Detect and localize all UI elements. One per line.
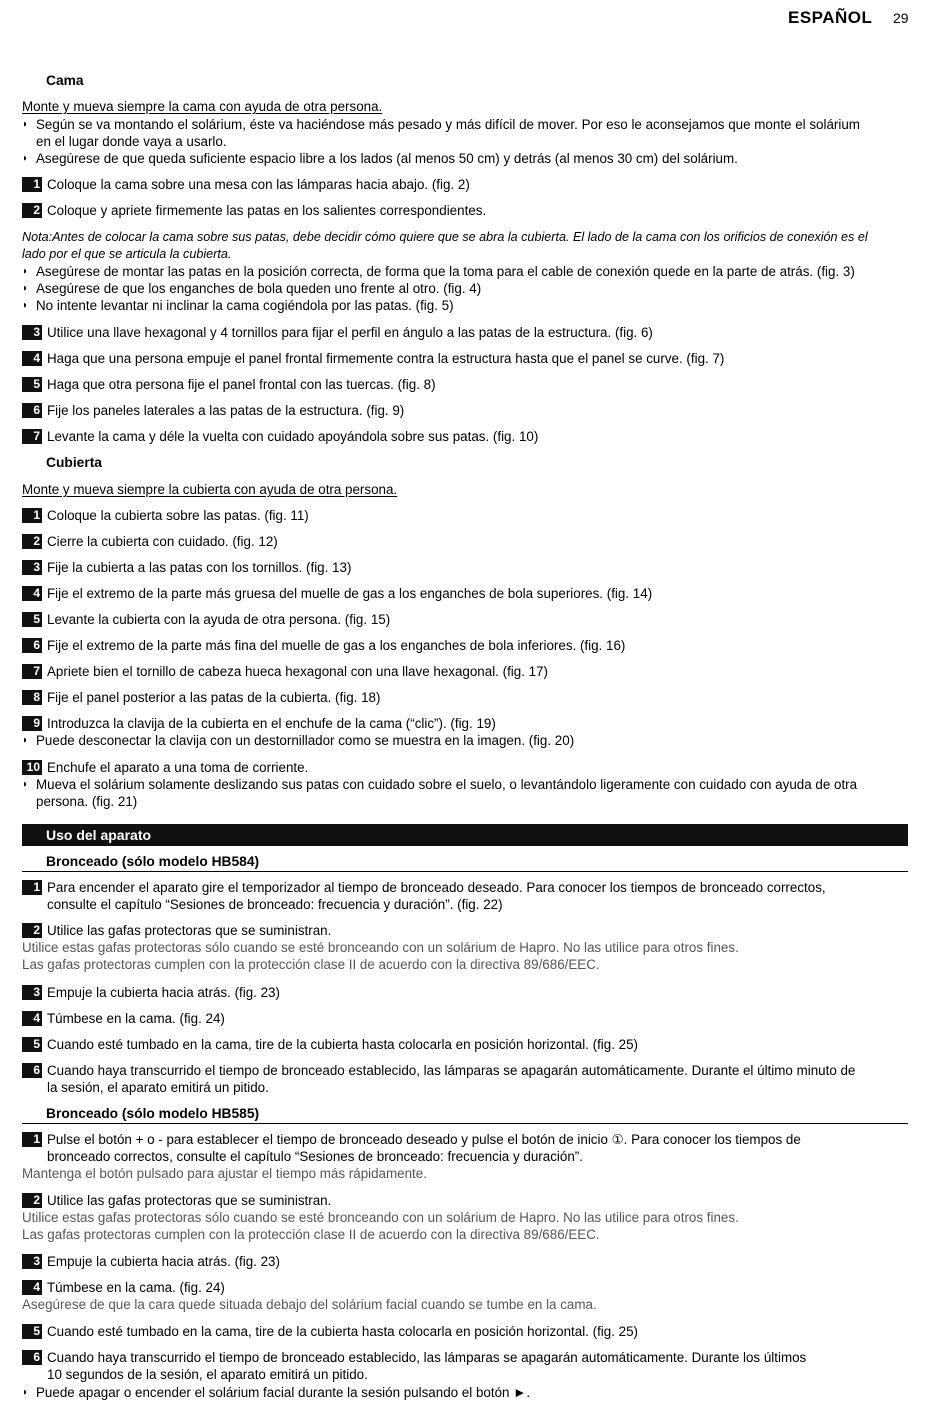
cubierta-step-7: Apriete bien el tornillo de cabeza hueca hexagonal con una llave hexagonal. (fig. 17)	[47, 664, 549, 679]
step-number: 2	[22, 923, 42, 938]
step-number: 4	[22, 1280, 42, 1295]
step-number: 1	[22, 508, 42, 523]
hb585-tip-1: Mantenga el botón pulsado para ajustar el tiempo más rápidamente.	[22, 1166, 427, 1181]
cama-note-2: lado por el que se articula la cubierta.	[22, 247, 232, 261]
step-number: 4	[22, 351, 42, 366]
step-number: 5	[22, 1037, 42, 1052]
cubierta-step-3: Fije la cubierta a las patas con los tornillos. (fig. 13)	[47, 560, 352, 575]
cama-step-7: Levante la cama y déle la vuelta con cuidado apoyándola sobre sus patas. (fig. 10)	[47, 429, 539, 444]
step-number: 7	[22, 664, 42, 679]
section-rule	[22, 1123, 908, 1124]
cubierta-step-6: Fije el extremo de la parte más fina del muelle de gas a los enganches de bola inferiores. (fig. 16)	[47, 638, 626, 653]
step-number: 3	[22, 985, 42, 1000]
step-number: 3	[22, 325, 42, 340]
cubierta-step-8: Fije el panel posterior a las patas de la cubierta. (fig. 18)	[47, 690, 381, 705]
cubierta-step-4: Fije el extremo de la parte más gruesa del muelle de gas a los enganches de bola superiores. (fig. 14)	[47, 586, 653, 601]
cama-bullet-5: No intente levantar ni inclinar la cama cogiéndola por las patas. (fig. 5)	[36, 298, 454, 313]
step-number: 8	[22, 690, 42, 705]
section-title-hb584: Bronceado (sólo modelo HB584)	[46, 854, 260, 869]
cama-bullet-2: Asegúrese de que queda suficiente espacio libre a los lados (al menos 50 cm) y detrás (al menos 30 cm) del solárium.	[36, 151, 738, 166]
step-number: 7	[22, 429, 42, 444]
step-number: 2	[22, 203, 42, 218]
cama-step-4: Haga que una persona empuje el panel frontal firmemente contra la estructura hasta que el panel se curve. (fig. 7)	[47, 351, 725, 366]
step-number: 4	[22, 586, 42, 601]
section-title-cama: Cama	[46, 73, 84, 88]
bullet-icon: ◗	[22, 300, 29, 311]
step-number: 6	[22, 638, 42, 653]
step-number: 1	[22, 177, 42, 192]
cama-step-6: Fije los paneles laterales a las patas de la estructura. (fig. 9)	[47, 403, 405, 418]
hb584-step-6b: la sesión, el aparato emitirá un pitido.	[47, 1080, 269, 1095]
page-number: 29	[893, 10, 909, 26]
step-number: 10	[22, 760, 42, 775]
hb585-step-3: Empuje la cubierta hacia atrás. (fig. 23)	[47, 1254, 280, 1269]
section-rule	[22, 871, 908, 872]
hb585-tip-2b: Las gafas protectoras cumplen con la protección clase II de acuerdo con la directiva 89/686/EEC.	[22, 1227, 600, 1242]
hb585-step-1a: Pulse el botón + o - para establecer el tiempo de bronceado deseado y pulse el botón de inicio ①. Para conocer los tiempos de	[47, 1132, 801, 1147]
step-number: 6	[22, 1350, 42, 1365]
hb585-tip-2a: Utilice estas gafas protectoras sólo cuando se esté bronceando con un solárium de Hapro. No las utilice para otros fines.	[22, 1210, 739, 1225]
step-number: 2	[22, 534, 42, 549]
cama-note-1: Nota:Antes de colocar la cama sobre sus patas, debe decidir cómo quiere que se abra la cubierta. El lado de la cama con los orificios de conexión es el	[22, 230, 868, 244]
step-number: 4	[22, 1011, 42, 1026]
step-number: 5	[22, 1324, 42, 1339]
section-bar-uso: Uso del aparato	[22, 824, 908, 846]
step-number: 6	[22, 403, 42, 418]
hb584-tip-2b: Las gafas protectoras cumplen con la protección clase II de acuerdo con la directiva 89/686/EEC.	[22, 957, 600, 972]
cama-step-5: Haga que otra persona fije el panel frontal con las tuercas. (fig. 8)	[47, 377, 436, 392]
cubierta-step-5: Levante la cubierta con la ayuda de otra persona. (fig. 15)	[47, 612, 391, 627]
step-number: 5	[22, 377, 42, 392]
cubierta-step-2: Cierre la cubierta con cuidado. (fig. 12)	[47, 534, 278, 549]
bullet-icon: ◗	[22, 119, 29, 130]
step-number: 3	[22, 560, 42, 575]
hb584-step-1b: consulte el capítulo “Sesiones de bronceado: frecuencia y duración”. (fig. 22)	[47, 897, 503, 912]
cama-warning: Monte y mueva siempre la cama con ayuda de otra persona.	[22, 99, 383, 114]
cubierta-step-9: Introduzca la clavija de la cubierta en el enchufe de la cama (“clic”). (fig. 19)	[47, 716, 496, 731]
hb584-step-3: Empuje la cubierta hacia atrás. (fig. 23)	[47, 985, 280, 1000]
step-number: 5	[22, 612, 42, 627]
bullet-icon: ◗	[22, 266, 29, 277]
cama-step-3: Utilice una llave hexagonal y 4 tornillos para fijar el perfil en ángulo a las patas de la estructura. (fig. 6)	[47, 325, 653, 340]
cama-bullet-3: Asegúrese de montar las patas en la posición correcta, de forma que la toma para el cable de conexión quede en la parte de atrás. (fig. 3)	[36, 264, 855, 279]
cubierta-warning: Monte y mueva siempre la cubierta con ayuda de otra persona.	[22, 482, 398, 497]
hb585-step-1b: bronceado correctos, consulte el capítulo “Sesiones de bronceado: frecuencia y duración”.	[47, 1149, 583, 1164]
bullet-icon: ◗	[22, 735, 29, 746]
hb585-step-5: Cuando esté tumbado en la cama, tire de la cubierta hasta colocarla en posición horizontal. (fig. 25)	[47, 1324, 639, 1339]
cama-step-2: Coloque y apriete firmemente las patas en los salientes correspondientes.	[47, 203, 487, 218]
cama-bullet-1b: en el lugar donde vaya a usarlo.	[36, 134, 227, 149]
bullet-icon: ◗	[22, 153, 29, 164]
bullet-icon: ◗	[22, 1387, 29, 1398]
cubierta-bullet-10b: persona. (fig. 21)	[36, 794, 138, 809]
hb585-tip-4: Asegúrese de que la cara quede situada debajo del solárium facial cuando se tumbe en la cama.	[22, 1297, 597, 1312]
bullet-icon: ◗	[22, 779, 29, 790]
cubierta-step-10: Enchufe el aparato a una toma de corriente.	[47, 760, 309, 775]
cama-bullet-1a: Según se va montando el solárium, éste va haciéndose más pesado y más difícil de mover. Por eso le aconsejamos que monte el solárium	[36, 117, 860, 132]
hb585-bullet-6: Puede apagar o encender el solárium facial durante la sesión pulsando el botón ►.	[36, 1385, 531, 1400]
hb584-step-4: Túmbese en la cama. (fig. 24)	[47, 1011, 225, 1026]
bullet-icon: ◗	[22, 283, 29, 294]
hb584-step-2: Utilice las gafas protectoras que se suministran.	[47, 923, 332, 938]
cubierta-step-1: Coloque la cubierta sobre las patas. (fig. 11)	[47, 508, 309, 523]
cubierta-bullet-10a: Mueva el solárium solamente deslizando sus patas con cuidado sobre el suelo, o levantándolo ligeramente con cuidado con ayuda de otra	[36, 777, 858, 792]
hb585-step-6a: Cuando haya transcurrido el tiempo de bronceado establecido, las lámparas se apagarán automáticamente. Durante los últimos	[47, 1350, 807, 1365]
step-number: 1	[22, 1132, 42, 1147]
step-number: 6	[22, 1063, 42, 1078]
hb584-step-1a: Para encender el aparato gire el temporizador al tiempo de bronceado deseado. Para conocer los tiempos de bronceado correctos,	[47, 880, 826, 895]
language-header: ESPAÑOL	[788, 8, 873, 27]
hb584-step-6a: Cuando haya transcurrido el tiempo de bronceado establecido, las lámparas se apagarán automáticamente. Durante el último minuto de	[47, 1063, 856, 1078]
cubierta-bullet-9: Puede desconectar la clavija con un destornillador como se muestra en la imagen. (fig. 20)	[36, 733, 575, 748]
cama-bullet-4: Asegúrese de que los enganches de bola queden uno frente al otro. (fig. 4)	[36, 281, 482, 296]
step-number: 9	[22, 716, 42, 731]
hb584-step-5: Cuando esté tumbado en la cama, tire de la cubierta hasta colocarla en posición horizontal. (fig. 25)	[47, 1037, 639, 1052]
section-title-hb585: Bronceado (sólo modelo HB585)	[46, 1106, 260, 1121]
step-number: 2	[22, 1193, 42, 1208]
hb585-step-4: Túmbese en la cama. (fig. 24)	[47, 1280, 225, 1295]
hb584-tip-2a: Utilice estas gafas protectoras sólo cuando se esté bronceando con un solárium de Hapro. No las utilice para otros fines.	[22, 940, 739, 955]
cama-step-1: Coloque la cama sobre una mesa con las lámparas hacia abajo. (fig. 2)	[47, 177, 470, 192]
hb585-step-2: Utilice las gafas protectoras que se suministran.	[47, 1193, 332, 1208]
hb585-step-6b: 10 segundos de la sesión, el aparato emitirá un pitido.	[47, 1367, 368, 1382]
step-number: 1	[22, 880, 42, 895]
step-number: 3	[22, 1254, 42, 1269]
section-title-cubierta: Cubierta	[46, 455, 102, 470]
